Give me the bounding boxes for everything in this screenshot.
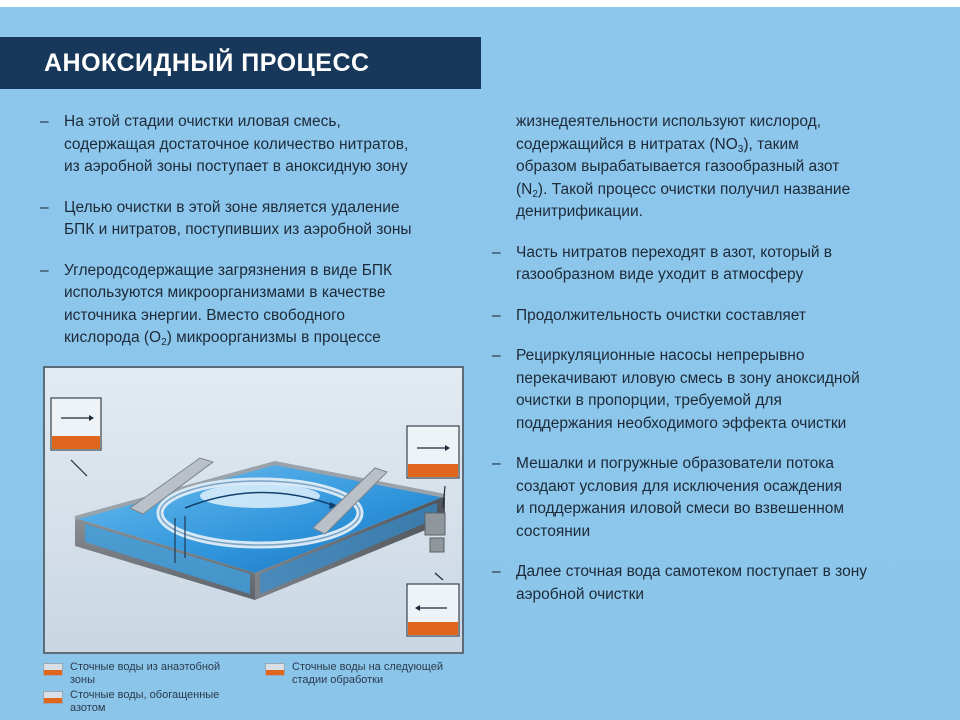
legend-swatch <box>265 663 285 676</box>
text-line: и поддержания иловой смеси во взвешенном <box>516 500 845 517</box>
legend-line: азотом <box>70 702 106 714</box>
text-line: жизнедеятельности используют кислород, <box>516 113 822 130</box>
tank-illustration <box>45 368 464 654</box>
bullet-dash: – <box>492 243 501 261</box>
text-line: поддержания необходимого эффекта очистки <box>516 414 847 432</box>
callout-outflow-top <box>407 426 459 478</box>
subscript: 3 <box>737 143 744 155</box>
legend-line: зоны <box>70 674 96 686</box>
legend-label <box>70 689 219 715</box>
text-line: На этой стадии очистки иловая смесь, <box>64 113 341 130</box>
text-fragment: ). Такой процесс очистки получил название <box>537 180 851 198</box>
text-line: Часть нитратов переходят в азот, который в <box>516 243 833 261</box>
anoxic-tank-diagram <box>43 366 464 654</box>
text-line: БПК и нитратов, поступивших из аэробной зоны <box>64 221 412 238</box>
text-line: Целью очистки в этой зоне является удаление <box>64 198 400 216</box>
text-fragment: содержащийся в нитратах (NO <box>516 135 738 153</box>
bullet-continuation <box>492 111 932 224</box>
text-line: очистки в пропорции, требуемой для <box>516 392 782 409</box>
text-line: перекачивают иловую смесь в зону аноксидной <box>516 369 860 387</box>
text-line: образом вырабатывается газообразный азот <box>516 158 840 175</box>
text-line: аэробной очистки <box>516 585 645 603</box>
text-line: используются микроорганизмами в качестве <box>64 284 386 301</box>
text-line <box>64 327 480 350</box>
bullet-dash: – <box>40 113 49 130</box>
text-line: денитрификации. <box>516 203 643 220</box>
slide-title: АНОКСИДНЫЙ ПРОЦЕСС <box>44 49 370 77</box>
legend-label <box>292 661 443 687</box>
bullet-item <box>492 305 932 328</box>
bullet-item <box>40 260 480 350</box>
bullet-dash: – <box>492 563 501 580</box>
text-fragment: кислорода (O <box>64 329 162 346</box>
text-line: из аэробной зоны поступает в аноксидную зону <box>64 158 408 175</box>
text-fragment: ), таким <box>743 135 799 153</box>
bullet-item <box>40 197 480 242</box>
legend-swatch <box>43 691 63 704</box>
bullet-dash: – <box>492 306 501 324</box>
legend-item-nitrogen <box>43 689 253 717</box>
legend-swatch <box>43 663 63 676</box>
right-column <box>492 111 932 624</box>
text-line: содержащая достаточное количество нитратов, <box>64 135 409 153</box>
legend-line: стадии обработки <box>292 674 384 686</box>
legend-label <box>70 661 220 687</box>
legend-item-anaerobic <box>43 661 253 689</box>
bullet-item <box>40 111 480 179</box>
subscript: 2 <box>532 188 538 200</box>
legend-item-next-stage <box>265 661 475 689</box>
text-line: Далее сточная вода самотеком поступает в зону <box>516 563 868 580</box>
text-line: состоянии <box>516 522 591 540</box>
text-fragment: ) микроорганизмы в процессе <box>166 329 381 346</box>
text-line: Продолжительность очистки составляет <box>516 306 806 324</box>
text-fragment: (N <box>516 180 533 198</box>
text-line: Мешалки и погружные образователи потока <box>516 455 835 472</box>
pump-pipe <box>425 513 445 535</box>
text-line: источника энергии. Вместо свободного <box>64 306 346 324</box>
bullet-dash: – <box>40 198 49 216</box>
subscript: 2 <box>161 337 167 348</box>
bullet-dash: – <box>492 455 501 472</box>
legend-line: Сточные воды, обогащенные <box>70 689 220 701</box>
bullet-dash: – <box>492 347 501 364</box>
callout-recirculation <box>407 584 459 636</box>
text-line: Углеродсодержащие загрязнения в виде БПК <box>64 261 393 279</box>
text-line: газообразном виде уходит в атмосферу <box>516 266 804 283</box>
text-line: создают условия для исключения осаждения <box>516 477 842 495</box>
bullet-item <box>492 242 932 287</box>
legend-line: Сточные воды на следующей <box>292 661 443 673</box>
text-line <box>516 134 932 157</box>
bullet-item <box>492 453 932 543</box>
bullet-dash: – <box>40 261 49 279</box>
pump-pipe <box>430 538 444 552</box>
bullet-item <box>492 345 932 435</box>
text-line <box>516 179 932 202</box>
left-column <box>40 111 480 368</box>
bullet-item <box>492 561 932 606</box>
text-line: Рециркуляционные насосы непрерывно <box>516 347 805 364</box>
legend-line: Сточные воды из анаэтобной <box>70 661 221 673</box>
callout-inflow <box>51 398 101 450</box>
